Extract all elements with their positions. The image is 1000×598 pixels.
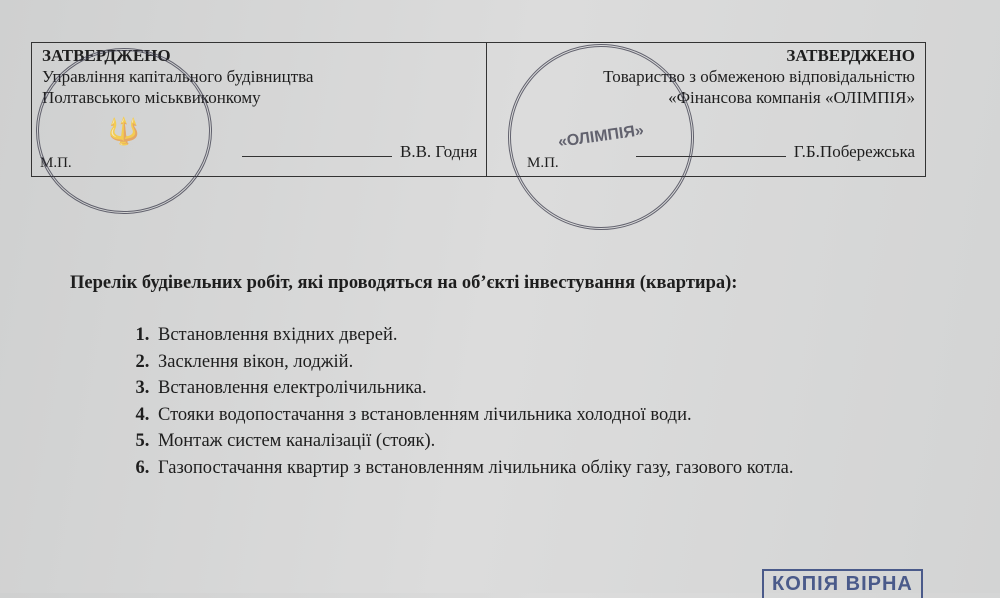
- approval-heading: ЗАТВЕРДЖЕНО: [42, 46, 171, 65]
- seal-place: М.П.: [527, 155, 559, 171]
- list-item: 6. Газопостачання квартир з встановленням лічильника обліку газу, газового котла.: [154, 455, 924, 482]
- list-item: 5. Монтаж систем каналізації (стояк).: [154, 428, 924, 455]
- works-list: [126, 322, 924, 481]
- approval-heading: ЗАТВЕРДЖЕНО: [786, 46, 915, 65]
- seal-place: М.П.: [40, 155, 72, 171]
- signature: Г.Б.Побережська: [636, 141, 915, 162]
- org-name: Товариство з обмеженою відповідальністю: [603, 67, 915, 86]
- list-item: 4. Стояки водопостачання з встановленням лічильника холодної води.: [154, 402, 924, 429]
- copy-certified-stamp: КОПІЯ ВІРНА: [762, 569, 923, 598]
- list-item: 1. Встановлення вхідних дверей.: [154, 322, 924, 349]
- list-item: 2. Засклення вікон, лоджій.: [154, 349, 924, 376]
- page-title: Перелік будівельних робіт, які проводяться на об’єкті інвестування (квартира):: [70, 273, 738, 293]
- signature: В.В. Годня: [242, 141, 477, 162]
- org-name: Полтавського міськвиконкому: [42, 88, 261, 107]
- org-name: Управління капітального будівництва: [42, 67, 314, 86]
- round-stamp-right: «ОЛІМПІЯ»: [496, 32, 706, 242]
- list-item: 3. Встановлення електролічильника.: [154, 375, 924, 402]
- org-name: «Фінансова компанія «ОЛІМПІЯ»: [668, 88, 915, 107]
- round-stamp-left: 🔱: [36, 48, 212, 214]
